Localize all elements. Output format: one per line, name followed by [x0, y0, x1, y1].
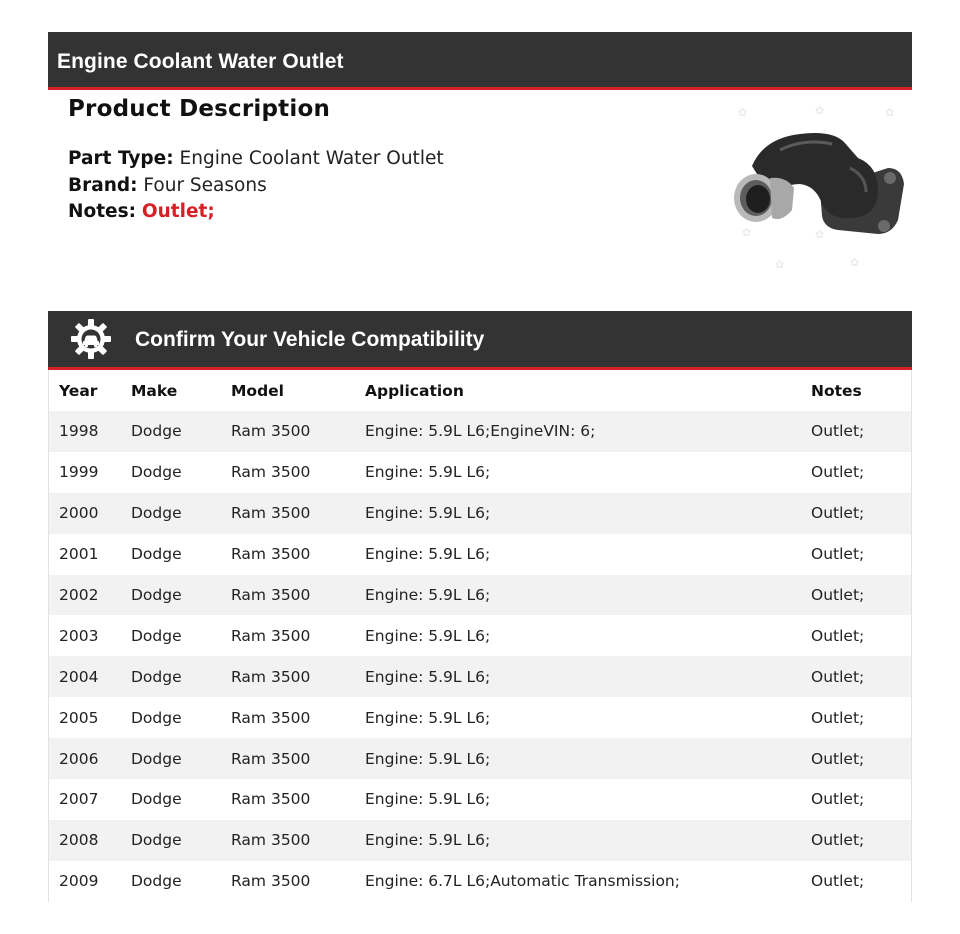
cell-make: Dodge: [131, 831, 182, 850]
cell-year: 2004: [59, 667, 99, 686]
cell-make: Dodge: [131, 790, 182, 809]
cell-model: Ram 3500: [231, 831, 311, 850]
gear-car-icon: [69, 317, 113, 361]
cell-make: Dodge: [131, 667, 182, 686]
svg-text:✿: ✿: [742, 226, 752, 239]
table-header-row: [49, 370, 911, 411]
table-row: [49, 738, 911, 779]
cell-notes: Outlet;: [811, 872, 865, 891]
brand-value: Four Seasons: [143, 174, 267, 196]
table-row: [49, 411, 911, 452]
part-type-label: Part Type:: [68, 148, 174, 169]
cell-model: Ram 3500: [231, 504, 311, 523]
part-type-value: Engine Coolant Water Outlet: [179, 148, 444, 169]
cell-notes: Outlet;: [811, 626, 865, 645]
column-header-make: Make: [131, 381, 178, 400]
cell-year: 1999: [59, 463, 99, 482]
cell-model: Ram 3500: [231, 667, 311, 686]
page-title: Engine Coolant Water Outlet: [57, 49, 344, 73]
cell-notes: Outlet;: [811, 586, 865, 604]
cell-year: 2000: [59, 504, 99, 523]
cell-notes: Outlet;: [811, 667, 865, 686]
compatibility-table: [48, 370, 912, 902]
cell-model: Ram 3500: [231, 790, 311, 809]
table-row: [49, 697, 911, 738]
column-header-year: Year: [59, 381, 98, 400]
cell-notes: Outlet;: [811, 749, 865, 768]
cell-notes: Outlet;: [811, 463, 865, 482]
cell-make: Dodge: [131, 708, 182, 727]
title-bar: [48, 32, 912, 90]
cell-application: Engine: 5.9L L6;: [365, 504, 491, 523]
cell-year: 2009: [59, 872, 99, 891]
cell-model: Ram 3500: [231, 545, 311, 564]
product-description: [68, 96, 708, 226]
cell-year: 2002: [59, 586, 99, 604]
compatibility-heading: Confirm Your Vehicle Compatibility: [135, 327, 485, 351]
cell-notes: Outlet;: [811, 545, 865, 564]
cell-year: 2006: [59, 749, 99, 768]
notes-label: Notes:: [68, 201, 136, 222]
cell-year: 1998: [59, 422, 99, 441]
description-heading: Product Description: [68, 96, 331, 122]
svg-text:✿: ✿: [738, 106, 748, 119]
cell-application: Engine: 5.9L L6;: [365, 626, 491, 645]
svg-text:✿: ✿: [775, 258, 785, 271]
cell-application: Engine: 6.7L L6;Automatic Transmission;: [365, 872, 680, 891]
table-row: [49, 779, 911, 820]
column-header-notes: Notes: [811, 381, 862, 400]
column-header-application: Application: [365, 381, 464, 400]
cell-year: 2003: [59, 626, 99, 645]
cell-notes: Outlet;: [811, 708, 865, 727]
cell-year: 2007: [59, 790, 99, 809]
coolant-outlet-part-image: [720, 98, 920, 273]
part-type-line: [68, 146, 708, 173]
cell-application: Engine: 5.9L L6;: [365, 708, 491, 727]
cell-year: 2008: [59, 831, 99, 850]
column-header-model: Model: [231, 381, 284, 400]
cell-model: Ram 3500: [231, 422, 311, 441]
cell-notes: Outlet;: [811, 422, 865, 441]
cell-application: Engine: 5.9L L6;: [365, 545, 491, 564]
cell-application: Engine: 5.9L L6;: [365, 831, 491, 850]
cell-make: Dodge: [131, 749, 182, 768]
cell-notes: Outlet;: [811, 504, 865, 523]
table-row: [49, 493, 911, 534]
cell-make: Dodge: [131, 586, 182, 604]
table-row: [49, 820, 911, 861]
cell-year: 2001: [59, 545, 99, 564]
cell-model: Ram 3500: [231, 872, 311, 891]
table-row: [49, 534, 911, 575]
svg-text:✿: ✿: [885, 106, 895, 119]
notes-value: Outlet;: [141, 201, 215, 222]
cell-model: Ram 3500: [231, 749, 311, 768]
cell-year: 2005: [59, 708, 99, 727]
cell-application: Engine: 5.9L L6;EngineVIN: 6;: [365, 422, 596, 441]
cell-notes: Outlet;: [811, 790, 865, 809]
compatibility-header: [48, 311, 912, 370]
cell-model: Ram 3500: [231, 463, 311, 482]
cell-make: Dodge: [131, 422, 182, 441]
svg-text:✿: ✿: [850, 256, 860, 269]
cell-make: Dodge: [131, 626, 182, 645]
cell-application: Engine: 5.9L L6;: [365, 586, 491, 604]
cell-make: Dodge: [131, 504, 182, 523]
brand-label: Brand:: [68, 174, 138, 196]
cell-model: Ram 3500: [231, 626, 311, 645]
table-row: [49, 575, 911, 616]
cell-model: Ram 3500: [231, 586, 311, 604]
cell-model: Ram 3500: [231, 708, 311, 727]
svg-text:✿: ✿: [815, 228, 825, 241]
table-row: [49, 656, 911, 697]
cell-make: Dodge: [131, 872, 182, 891]
cell-application: Engine: 5.9L L6;: [365, 749, 491, 768]
notes-line: [68, 199, 708, 226]
table-row: [49, 861, 911, 902]
cell-application: Engine: 5.9L L6;: [365, 463, 491, 482]
cell-application: Engine: 5.9L L6;: [365, 790, 491, 809]
table-row: [49, 615, 911, 656]
cell-make: Dodge: [131, 545, 182, 564]
cell-make: Dodge: [131, 463, 182, 482]
svg-text:✿: ✿: [815, 104, 825, 117]
table-row: [49, 452, 911, 493]
cell-application: Engine: 5.9L L6;: [365, 667, 491, 686]
cell-notes: Outlet;: [811, 831, 865, 850]
brand-line: [68, 173, 708, 200]
